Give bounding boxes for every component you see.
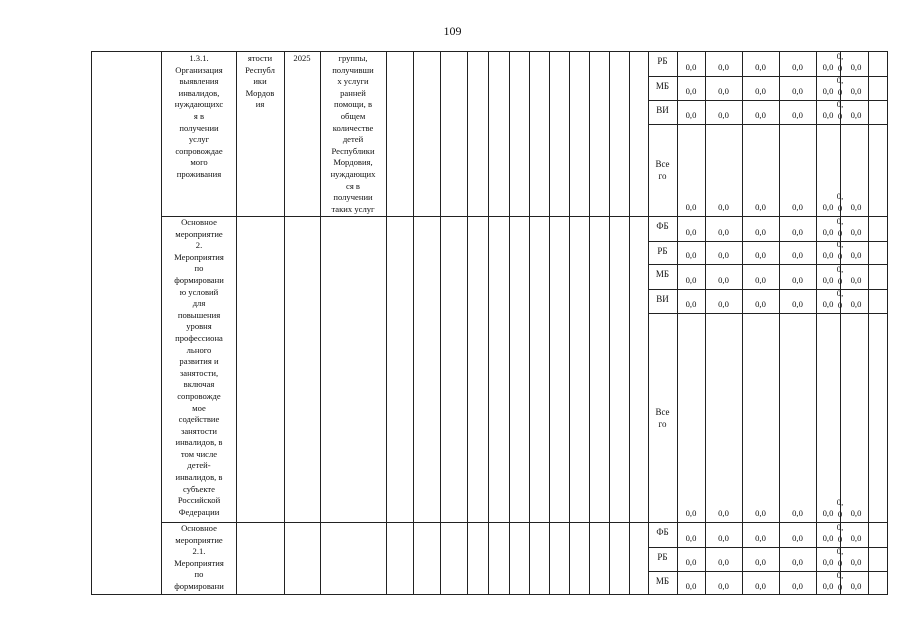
row1-responsible: ятости Республ ики Мордов ия <box>245 53 275 110</box>
amount-cell: 0,0 <box>850 508 862 518</box>
funding-source-label: РБ <box>657 56 668 66</box>
amount-cell: 0,0 <box>822 110 834 120</box>
amount-cell: 0,0 <box>850 533 862 543</box>
amount-cell: 0,0 <box>822 250 834 260</box>
amount-cell: 0,0 <box>792 62 803 72</box>
amount-cell: 0,0 <box>755 557 766 567</box>
funding-source-label: ФБ <box>656 527 669 537</box>
amount-cell: 0,0 <box>850 581 862 591</box>
amount-cell: 0,0 <box>755 508 766 518</box>
amount-cell: 0,0 <box>850 275 862 285</box>
amount-cell: 0,0 <box>718 581 729 591</box>
amount-cell: 0,0 <box>718 86 729 96</box>
amount-cell: 0,0 <box>850 62 862 72</box>
amount-cell: 0,0 <box>685 508 697 518</box>
amount-cell: 0,0 <box>822 62 834 72</box>
amount-cell: 0,0 <box>822 299 834 309</box>
amount-cell: 0,0 <box>850 227 862 237</box>
amount-cell: 0,0 <box>792 533 803 543</box>
split-amount-cell: 0, 0 <box>836 51 844 73</box>
amount-cell: 0,0 <box>792 250 803 260</box>
split-amount-cell: 0, 0 <box>836 497 844 519</box>
amount-cell: 0,0 <box>718 110 729 120</box>
funding-source-label: МБ <box>655 269 670 279</box>
amount-cell: 0,0 <box>685 110 697 120</box>
amount-cell: 0,0 <box>850 86 862 96</box>
amount-cell: 0,0 <box>850 250 862 260</box>
amount-cell: 0,0 <box>850 202 862 212</box>
amount-cell: 0,0 <box>822 508 834 518</box>
split-amount-cell: 0, 0 <box>836 216 844 238</box>
amount-cell: 0,0 <box>792 299 803 309</box>
amount-cell: 0,0 <box>718 227 729 237</box>
amount-cell: 0,0 <box>792 86 803 96</box>
amount-cell: 0,0 <box>822 86 834 96</box>
amount-cell: 0,0 <box>822 202 834 212</box>
funding-source-label: МБ <box>655 576 670 586</box>
split-amount-cell: 0, 0 <box>836 264 844 286</box>
amount-cell: 0,0 <box>792 275 803 285</box>
amount-cell: 0,0 <box>718 275 729 285</box>
amount-cell: 0,0 <box>792 508 803 518</box>
amount-cell: 0,0 <box>755 62 766 72</box>
amount-cell: 0,0 <box>755 202 766 212</box>
row1-name: 1.3.1. Организация выявления инвалидов, нуждающихс я в получении услуг сопровождае мого проживания <box>174 53 224 179</box>
amount-cell: 0,0 <box>755 533 766 543</box>
split-amount-cell: 0, 0 <box>836 546 844 568</box>
amount-cell: 0,0 <box>685 86 697 96</box>
row1-year: 2025 <box>293 53 311 63</box>
funding-source-label: МБ <box>655 81 670 91</box>
row1-indicator: группы, получивши х услуги ранней помощи, в общем количестве детей Республики Мордовия, нуждающих ся в получении таких услуг <box>330 53 376 214</box>
amount-cell: 0,0 <box>755 250 766 260</box>
amount-cell: 0,0 <box>718 250 729 260</box>
funding-source-label: ФБ <box>656 221 669 231</box>
split-amount-cell: 0, 0 <box>836 570 844 592</box>
row3-name: Основное мероприятие 2.1. Мероприятия по формировани <box>174 523 224 591</box>
amount-cell: 0,0 <box>792 110 803 120</box>
amount-cell: 0,0 <box>685 250 697 260</box>
amount-cell: 0,0 <box>755 110 766 120</box>
funding-source-label: Все го <box>655 159 670 181</box>
funding-source-label: ВИ <box>656 105 669 115</box>
funding-source-label: ВИ <box>656 294 669 304</box>
amount-cell: 0,0 <box>685 581 697 591</box>
amount-cell: 0,0 <box>755 86 766 96</box>
row2-name: Основное мероприятие 2. Мероприятия по формировани ю условий для повышения уровня профессиона льного развития и занятости, включая сопровожде мое содействие занятости инвалидов, в том числе детей- инвалидов, в субъекте Российской Федерации <box>174 217 224 517</box>
amount-cell: 0,0 <box>792 557 803 567</box>
amount-cell: 0,0 <box>685 533 697 543</box>
split-amount-cell: 0, 0 <box>836 522 844 544</box>
amount-cell: 0,0 <box>822 581 834 591</box>
amount-cell: 0,0 <box>718 557 729 567</box>
amount-cell: 0,0 <box>685 275 697 285</box>
amount-cell: 0,0 <box>685 202 697 212</box>
amount-cell: 0,0 <box>792 581 803 591</box>
budget-table <box>91 51 887 595</box>
amount-cell: 0,0 <box>718 533 729 543</box>
amount-cell: 0,0 <box>718 299 729 309</box>
amount-cell: 0,0 <box>822 533 834 543</box>
amount-cell: 0,0 <box>822 557 834 567</box>
split-amount-cell: 0, 0 <box>836 288 844 310</box>
funding-source-label: РБ <box>657 552 668 562</box>
amount-cell: 0,0 <box>685 299 697 309</box>
split-amount-cell: 0, 0 <box>836 99 844 121</box>
amount-cell: 0,0 <box>755 227 766 237</box>
amount-cell: 0,0 <box>718 508 729 518</box>
amount-cell: 0,0 <box>685 557 697 567</box>
amount-cell: 0,0 <box>792 227 803 237</box>
page-number: 109 <box>443 24 462 38</box>
amount-cell: 0,0 <box>755 299 766 309</box>
amount-cell: 0,0 <box>850 110 862 120</box>
amount-cell: 0,0 <box>685 62 697 72</box>
amount-cell: 0,0 <box>850 557 862 567</box>
funding-source-label: Все го <box>655 406 670 429</box>
amount-cell: 0,0 <box>755 581 766 591</box>
amount-cell: 0,0 <box>850 299 862 309</box>
amount-cell: 0,0 <box>755 275 766 285</box>
funding-source-label: РБ <box>657 246 668 256</box>
amount-cell: 0,0 <box>822 275 834 285</box>
split-amount-cell: 0, 0 <box>836 239 844 261</box>
amount-cell: 0,0 <box>792 202 803 212</box>
amount-cell: 0,0 <box>718 202 729 212</box>
amount-cell: 0,0 <box>685 227 697 237</box>
split-amount-cell: 0, 0 <box>836 75 844 97</box>
amount-cell: 0,0 <box>822 227 834 237</box>
amount-cell: 0,0 <box>718 62 729 72</box>
split-amount-cell: 0, 0 <box>836 191 844 213</box>
